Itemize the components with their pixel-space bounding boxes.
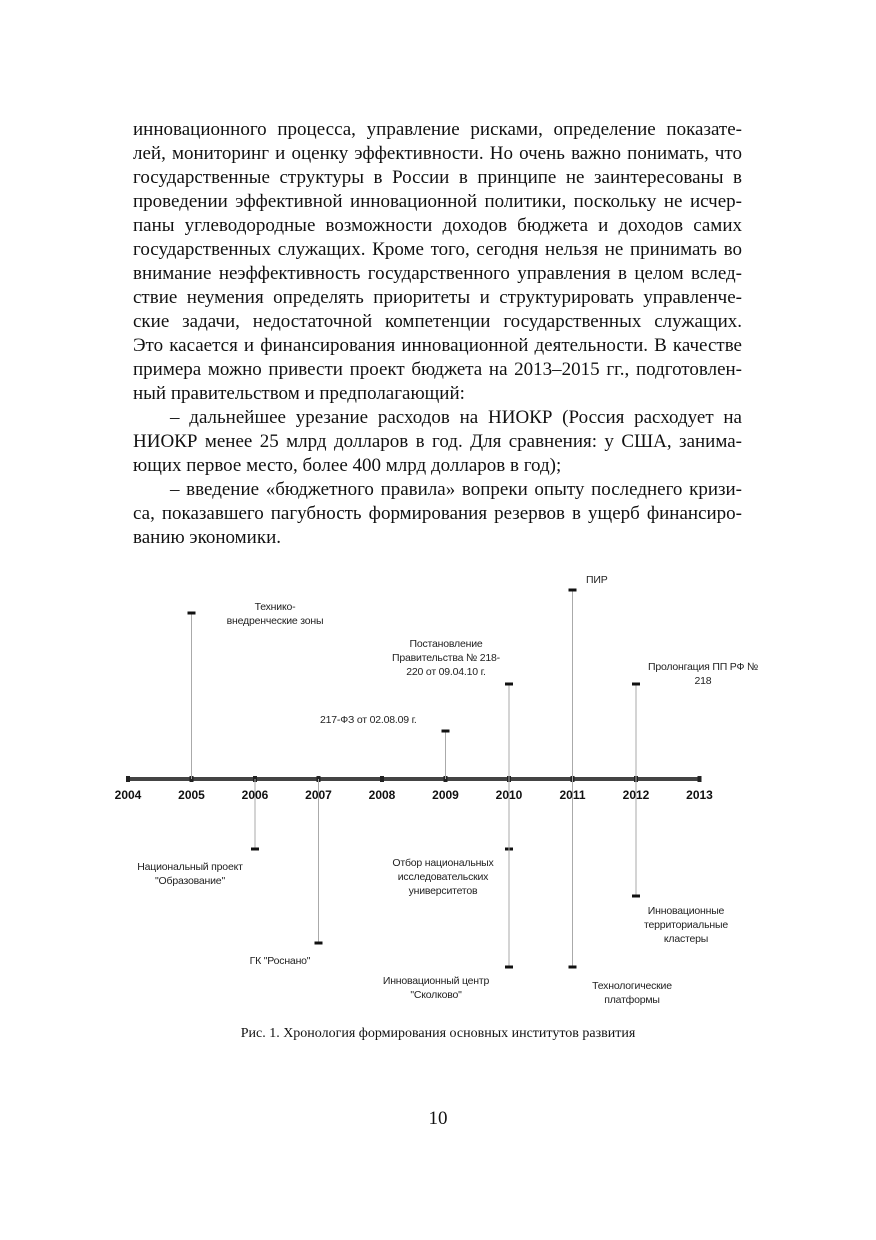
year-label: 2011 <box>559 788 586 802</box>
year-label: 2009 <box>432 788 459 802</box>
event-label <box>592 979 672 1007</box>
year-label: 2006 <box>241 788 269 802</box>
text-line: государственных служащих. Кроме того, сегодня нельзя не принимать во <box>133 239 742 260</box>
year-label: 2004 <box>114 788 142 802</box>
year-label: 2012 <box>622 788 650 802</box>
event-label-line: Правительства № 218- <box>392 652 500 664</box>
text-line: инновационного процесса, управление рисками, определение показате- <box>133 119 742 140</box>
text-line: Это касается и финансирования инновационной деятельности. В качестве <box>133 335 742 356</box>
text-line: проведении эффективной инновационной политики, поскольку не исчер- <box>133 191 742 212</box>
text-line: ющих первое место, более 400 млрд долларов в год); <box>133 455 562 476</box>
year-label: 2013 <box>686 788 713 802</box>
event-label-line: Инновационные <box>647 905 725 917</box>
text-line: ный правительством и предполагающий: <box>133 383 465 404</box>
event-marker <box>569 966 577 969</box>
event-label-line: 220 от 09.04.10 г. <box>406 666 486 678</box>
text-line: ские задачи, недостаточной компетенции государственных служащих. <box>133 311 742 332</box>
event-label-line: "Образование" <box>155 875 225 887</box>
text-line: внимание неэффективность государственного управления в целом вслед- <box>133 263 742 284</box>
year-label: 2008 <box>368 788 396 802</box>
event-label <box>648 660 758 688</box>
event-marker <box>632 895 640 898</box>
event-label-line: Национальный проект <box>137 861 243 873</box>
event-label-line: Постановление <box>409 638 483 650</box>
event-label-line: внедренческие зоны <box>226 615 324 627</box>
event-label-line: Пролонгация ПП РФ № <box>647 661 759 673</box>
event-label <box>137 860 242 888</box>
text-line: – дальнейшее урезание расходов на НИОКР (Россия расходует на <box>170 407 742 428</box>
text-line: са, показавшего пагубность формирования резервов в ущерб финансиро- <box>133 503 742 524</box>
event-label-line: Отбор национальных <box>392 857 494 869</box>
axis-tick <box>380 776 384 782</box>
event-label-line: "Сколково" <box>410 989 462 1001</box>
event-label-line: Инновационный центр <box>382 975 490 987</box>
event-label <box>392 856 493 898</box>
event-label <box>586 573 608 587</box>
event-marker <box>569 589 577 592</box>
event-marker <box>632 683 640 686</box>
text-line: государственные структуры в России в принципе не заинтересованы в <box>133 167 742 188</box>
event-label-line: 218 <box>694 675 712 687</box>
text-line: НИОКР менее 25 млрд долларов в год. Для сравнения: у США, занима- <box>133 431 742 452</box>
event-label-line: территориальные <box>644 919 728 931</box>
text-line: лей, мониторинг и оценку эффективности. Но очень важно понимать, что <box>133 143 742 164</box>
text-line: примера можно привести проект бюджета на 2013–2015 гг., подготовлен- <box>133 359 742 380</box>
year-label: 2005 <box>178 788 205 802</box>
axis-tick <box>698 776 702 782</box>
year-label: 2007 <box>305 788 332 802</box>
event-label-line: платформы <box>604 994 660 1006</box>
event-label-line: Технологические <box>592 980 672 992</box>
event-label-line: исследовательских <box>397 871 489 883</box>
event-label <box>392 637 500 679</box>
event-label-line: ГК "Роснано" <box>249 955 311 967</box>
event-label <box>227 600 324 628</box>
figure-caption: Рис. 1. Хронология формирования основных институтов развития <box>240 1026 636 1041</box>
event-marker <box>505 966 513 969</box>
text-line: – введение «бюджетного правила» вопреки опыту последнего кризи- <box>170 479 742 500</box>
event-label <box>644 904 728 946</box>
page-number: 10 <box>428 1108 448 1129</box>
event-label-line: 217-ФЗ от 02.08.09 г. <box>320 714 417 726</box>
event-marker <box>442 730 450 733</box>
event-label <box>320 713 417 727</box>
event-marker <box>251 848 259 851</box>
event-label <box>250 954 311 968</box>
event-label-line: кластеры <box>663 933 709 945</box>
axis-tick <box>126 776 130 782</box>
text-line: ствие неумения определять приоритеты и структурировать управленче- <box>133 287 742 308</box>
event-label-line: Технико- <box>254 601 296 613</box>
event-marker <box>315 942 323 945</box>
event-marker <box>505 683 513 686</box>
event-label-line: университетов <box>408 885 478 897</box>
text-line: паны углеводородные возможности доходов бюджета и доходов самих <box>133 215 742 236</box>
year-label: 2010 <box>495 788 523 802</box>
event-marker <box>188 612 196 615</box>
event-label <box>383 974 489 1002</box>
text-line: ванию экономики. <box>133 527 282 548</box>
event-label-line: ПИР <box>586 574 608 586</box>
